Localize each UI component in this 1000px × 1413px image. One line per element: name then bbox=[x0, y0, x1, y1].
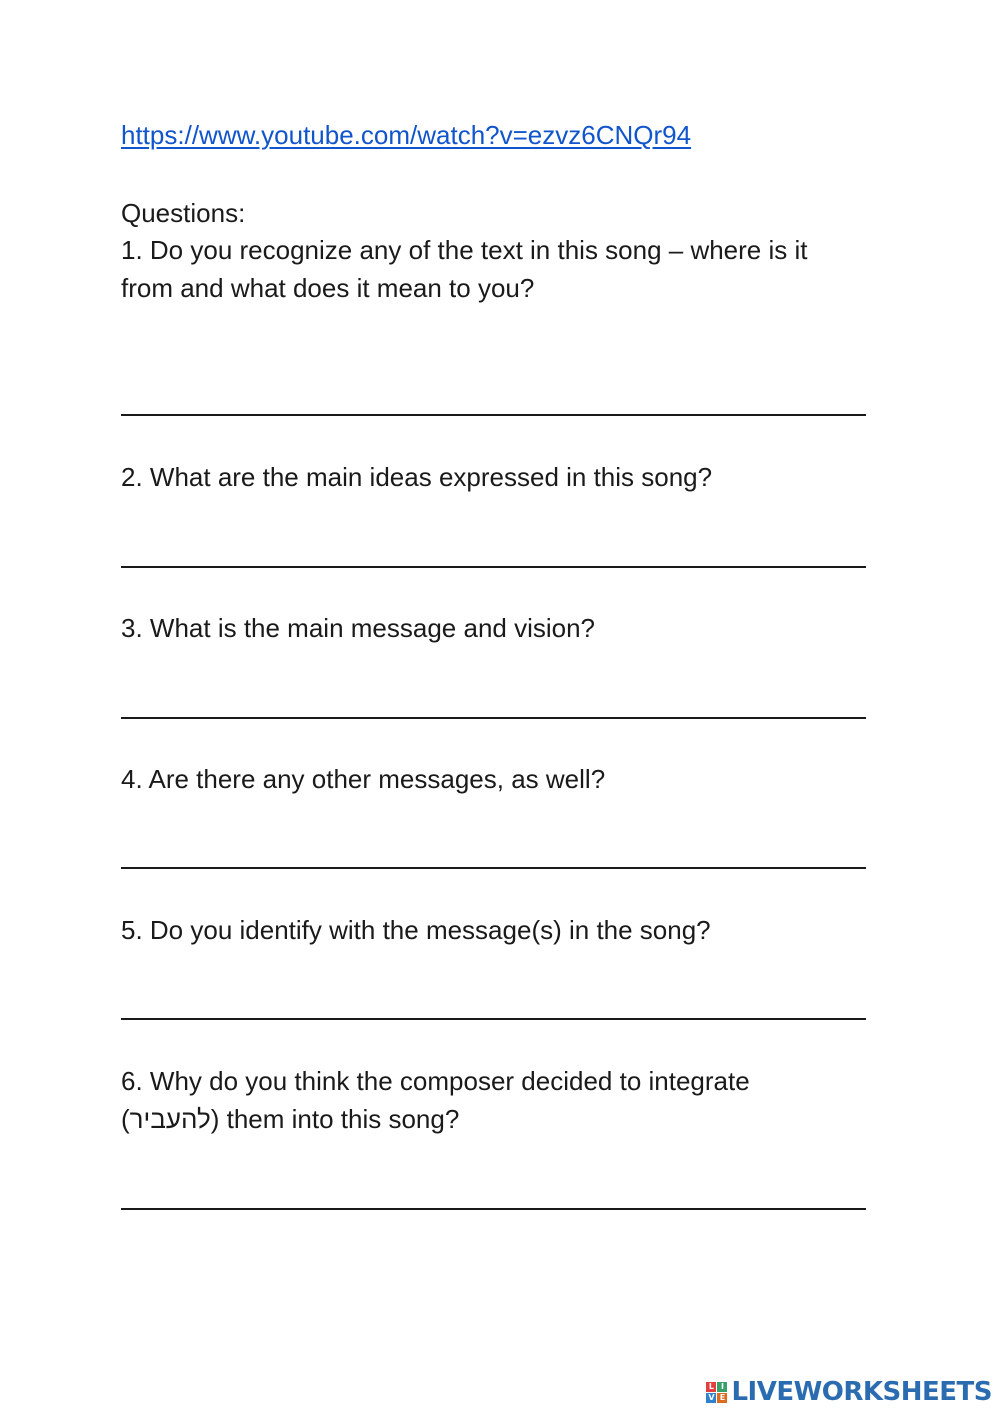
question-4 bbox=[121, 760, 891, 798]
question-5 bbox=[121, 911, 891, 949]
logo-letter-v: V bbox=[708, 1392, 715, 1402]
answer-line-5[interactable] bbox=[121, 1018, 866, 1020]
questions-heading: Questions: bbox=[121, 198, 246, 228]
question-1-line-1: 1. Do you recognize any of the text in this song – where is it bbox=[121, 235, 808, 265]
question-1 bbox=[121, 231, 891, 307]
question-2 bbox=[121, 458, 891, 496]
logo-letter-e: E bbox=[717, 1393, 727, 1403]
youtube-link[interactable]: https://www.youtube.com/watch?v=ezvz6CNQr94 bbox=[121, 120, 692, 150]
question-3-line-1: 3. What is the main message and vision? bbox=[121, 613, 596, 643]
logo-letter-i: I bbox=[717, 1382, 727, 1392]
question-6-line-1: 6. Why do you think the composer decided to integrate bbox=[121, 1066, 750, 1096]
logo-letter-l: L bbox=[706, 1382, 716, 1392]
question-5-line-1: 5. Do you identify with the message(s) in the song? bbox=[121, 915, 711, 945]
answer-line-3[interactable] bbox=[121, 717, 866, 719]
question-4-line-1: 4. Are there any other messages, as well? bbox=[121, 764, 606, 794]
answer-line-2[interactable] bbox=[121, 566, 866, 568]
liveworksheets-watermark bbox=[706, 1377, 992, 1407]
answer-line-4[interactable] bbox=[121, 867, 866, 869]
liveworksheets-wordmark: LIVEWORKSHEETS bbox=[731, 1377, 992, 1407]
question-1-line-2: from and what does it mean to you? bbox=[121, 273, 535, 303]
question-2-line-1: 2. What are the main ideas expressed in this song? bbox=[121, 462, 713, 492]
question-6 bbox=[121, 1062, 891, 1138]
question-3 bbox=[121, 609, 891, 647]
answer-line-6[interactable] bbox=[121, 1208, 866, 1210]
liveworksheets-logo-icon bbox=[706, 1382, 727, 1403]
question-6-line-2: (להעביר) them into this song? bbox=[121, 1104, 460, 1134]
answer-line-1[interactable] bbox=[121, 414, 866, 416]
